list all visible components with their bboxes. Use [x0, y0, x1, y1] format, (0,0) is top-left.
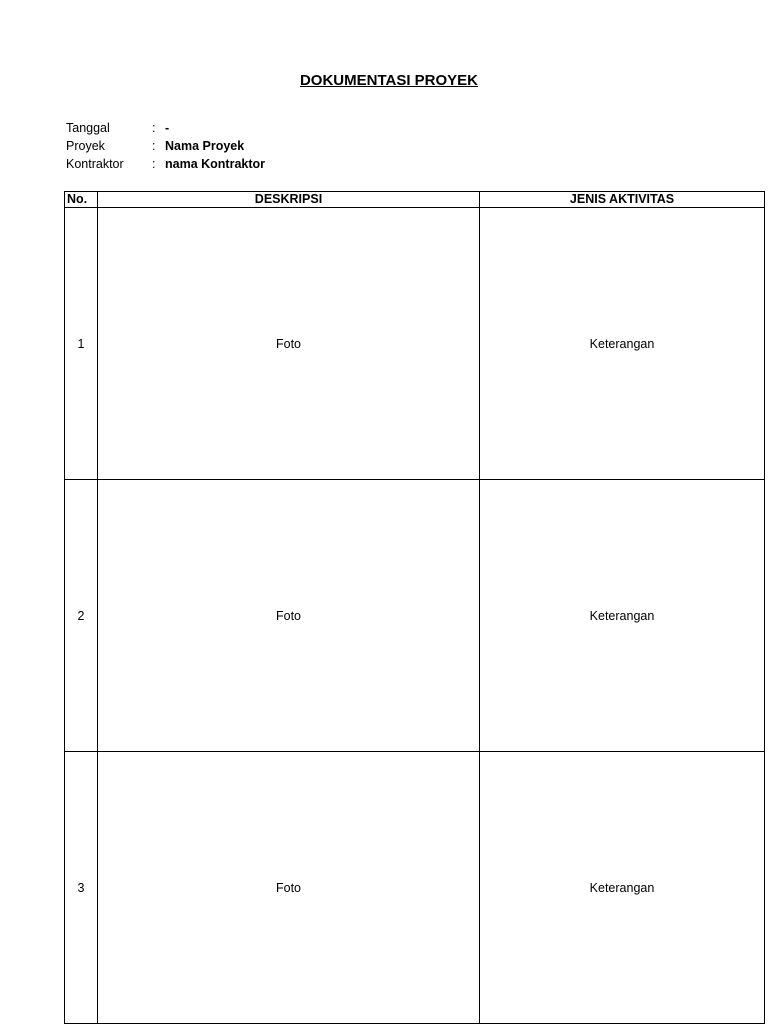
table-row	[65, 208, 765, 480]
header-no: No.	[65, 192, 98, 208]
project-info	[66, 119, 265, 173]
cell-keterangan: Keterangan	[480, 480, 765, 752]
header-deskripsi: DESKRIPSI	[98, 192, 480, 208]
header-jenis-aktivitas: JENIS AKTIVITAS	[480, 192, 765, 208]
info-colon: :	[152, 121, 156, 135]
info-value: -	[165, 121, 170, 135]
cell-foto: Foto	[98, 480, 480, 752]
document-title: DOKUMENTASI PROYEK	[299, 72, 479, 89]
info-label: Proyek	[66, 139, 105, 153]
documentation-table-viewport	[64, 191, 675, 953]
info-row-tanggal	[66, 119, 265, 137]
cell-no: 2	[65, 480, 98, 752]
info-row-kontraktor	[66, 155, 265, 173]
info-label: Tanggal	[66, 121, 110, 135]
cell-keterangan: Keterangan	[480, 752, 765, 1024]
info-value: nama Kontraktor	[165, 157, 266, 171]
cell-foto: Foto	[98, 208, 480, 480]
cell-no: 3	[65, 752, 98, 1024]
table-header-row	[65, 192, 765, 208]
documentation-table	[64, 191, 765, 1024]
table-row	[65, 752, 765, 1024]
info-colon: :	[152, 157, 156, 171]
cell-foto: Foto	[98, 752, 480, 1024]
cell-no: 1	[65, 208, 98, 480]
info-value: Nama Proyek	[165, 139, 245, 153]
table-row	[65, 480, 765, 752]
info-label: Kontraktor	[66, 157, 124, 171]
info-row-proyek	[66, 137, 265, 155]
cell-keterangan: Keterangan	[480, 208, 765, 480]
info-colon: :	[152, 139, 156, 153]
